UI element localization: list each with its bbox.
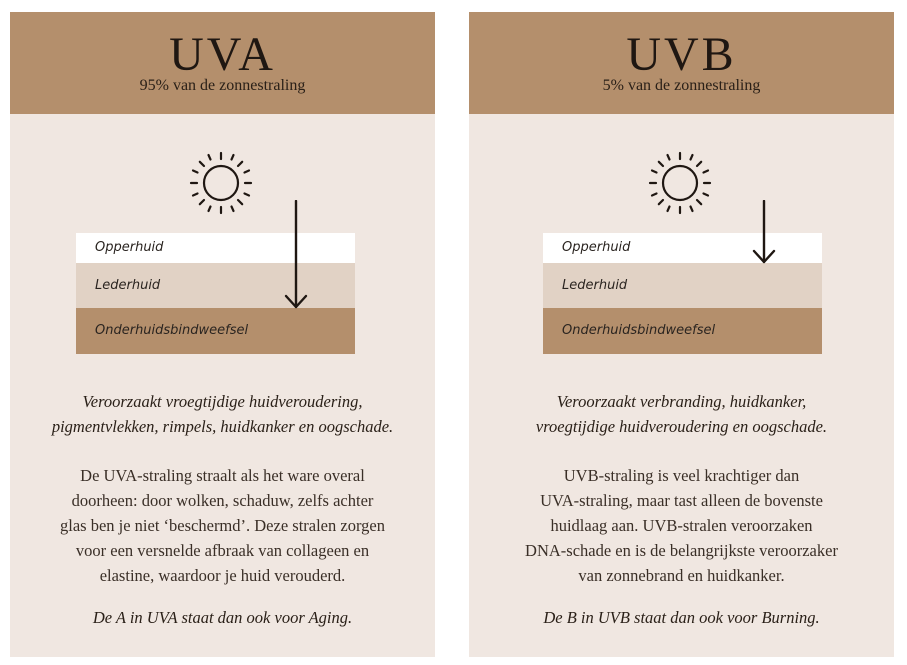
- uva-description-line: elastine, waardoor je huid verouderd.: [99, 566, 346, 585]
- uva-skin-layers: [76, 233, 355, 354]
- uva-layer-lederhuid: Lederhuid: [76, 263, 355, 308]
- uvb-description-line: UVB-straling is veel krachtiger dan: [563, 466, 800, 485]
- arrow-down-icon: [752, 200, 776, 265]
- uva-layer-opperhuid: Opperhuid: [76, 233, 355, 263]
- sun-icon: [647, 150, 713, 216]
- uvb-title: UVB: [626, 28, 737, 81]
- uvb-card: [469, 12, 894, 657]
- uva-description-line: voor een versnelde afbraak van collageen en: [75, 541, 370, 560]
- uva-subtitle: 95% van de zonnestraling: [139, 77, 306, 94]
- uvb-header: [469, 12, 894, 114]
- uvb-layer-opperhuid: Opperhuid: [543, 233, 822, 263]
- uvb-description-line: huidlaag aan. UVB-stralen veroorzaken: [550, 516, 813, 535]
- uva-layer-onderhuid: Onderhuidsbindweefsel: [76, 308, 355, 354]
- uva-card: [10, 12, 435, 657]
- arrow-down-icon: [284, 200, 308, 310]
- uva-effects: [10, 389, 435, 439]
- uvb-skin-layers: [543, 233, 822, 354]
- uva-header: [10, 12, 435, 114]
- uva-description-line: glas ben je niet ‘beschermd’. Deze stralen zorgen: [60, 516, 385, 535]
- uva-effects-line: Veroorzaakt vroegtijdige huidveroudering,: [82, 392, 363, 411]
- uva-footer: De A in UVA staat dan ook voor Aging.: [92, 608, 353, 627]
- sun-icon: [188, 150, 254, 216]
- uvb-description-line: DNA-schade en is de belangrijkste veroorzaker: [525, 541, 838, 560]
- uvb-description-line: van zonnebrand en huidkanker.: [578, 566, 785, 585]
- uvb-effects-line: vroegtijdige huidveroudering en oogschade.: [535, 417, 828, 436]
- uvb-description-line: UVA-straling, maar tast alleen de bovenste: [540, 491, 823, 510]
- uva-title: UVA: [169, 28, 276, 81]
- uva-description-line: doorheen: door wolken, schaduw, zelfs achter: [71, 491, 374, 510]
- uvb-layer-onderhuid: Onderhuidsbindweefsel: [543, 308, 822, 354]
- uva-description-line: De UVA-straling straalt als het ware overal: [80, 466, 365, 485]
- uvb-layer-lederhuid: Lederhuid: [543, 263, 822, 308]
- uvb-effects: [469, 389, 894, 439]
- uvb-effects-line: Veroorzaakt verbranding, huidkanker,: [556, 392, 807, 411]
- uvb-footer: De B in UVB staat dan ook voor Burning.: [543, 608, 820, 627]
- uva-description: [10, 463, 435, 588]
- uva-effects-line: pigmentvlekken, rimpels, huidkanker en oogschade.: [51, 417, 394, 436]
- uvb-subtitle: 5% van de zonnestraling: [602, 77, 761, 94]
- uvb-description: [469, 463, 894, 588]
